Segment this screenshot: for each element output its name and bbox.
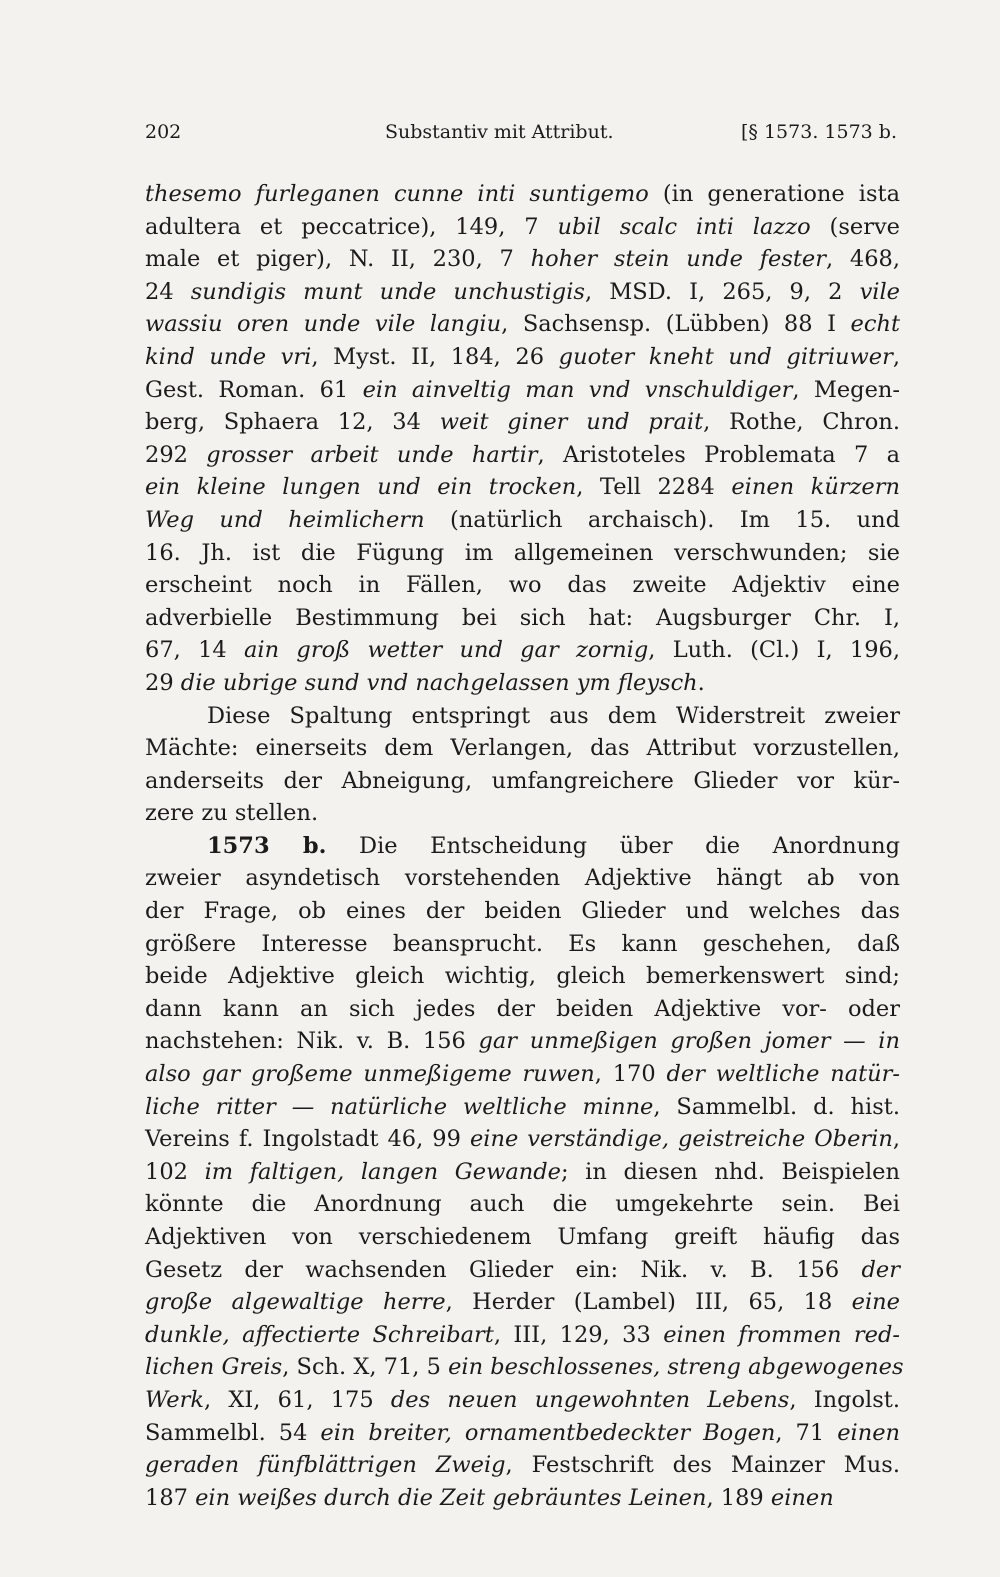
italic-quote: dunkle, affectierte Schreibart <box>145 1321 494 1348</box>
text-line <box>145 862 900 895</box>
italic-quote: eine <box>851 1289 900 1316</box>
text-line <box>145 1188 900 1221</box>
text-line <box>145 1417 900 1450</box>
text-line <box>145 1221 900 1254</box>
text-line <box>145 406 900 439</box>
text-line <box>145 1123 900 1156</box>
text-span: , Megen- <box>792 376 900 403</box>
text-span: , 468, <box>826 246 900 273</box>
text-span: 29 <box>145 669 181 696</box>
text-line <box>145 341 900 374</box>
text-line <box>145 1254 900 1287</box>
text-line <box>145 634 900 667</box>
text-span: ; in diesen nhd. Beispielen <box>560 1158 900 1185</box>
text-line <box>145 1091 900 1124</box>
italic-quote: ein weißes durch die Zeit gebräuntes Leinen <box>195 1484 707 1511</box>
text-span: , MSD. I, 265, 9, 2 <box>584 278 860 305</box>
text-line <box>145 1025 900 1058</box>
text-span: anderseits der Abneigung, umfangreichere Glieder vor kür- <box>145 767 900 794</box>
text-span: 187 <box>145 1484 196 1511</box>
text-line <box>145 830 900 863</box>
text-line <box>145 960 900 993</box>
text-span: adultera et peccatrice), 149, 7 <box>145 213 558 240</box>
text-span: , Sachsensp. (Lübben) 88 I <box>501 311 851 338</box>
text-span: Die Entscheidung über die Anordnung <box>326 832 900 859</box>
text-span: (in generatione ista <box>648 181 900 207</box>
text-span: , Herder (Lambel) III, 65, 18 <box>445 1289 852 1316</box>
text-line <box>145 569 900 602</box>
text-span: , <box>892 1126 900 1153</box>
italic-quote: ein breiter, ornamentbedeckter Bogen <box>320 1419 776 1446</box>
text-span: berg, Sphaera 12, 34 <box>145 409 440 436</box>
italic-quote: einen frommen red- <box>663 1321 900 1348</box>
text-line <box>145 602 900 635</box>
italic-quote: Weg und heimlichern <box>145 506 425 533</box>
italic-quote: ain groß wetter und gar zornig <box>244 637 649 664</box>
italic-quote: hoher stein unde fester <box>530 246 826 273</box>
italic-quote: große algewaltige herre <box>145 1289 446 1316</box>
section-reference: [§ 1573. 1573 b. <box>741 121 897 143</box>
text-span: . <box>697 669 705 696</box>
text-span: , Luth. (Cl.) I, 196, <box>648 637 901 664</box>
text-span: Mächte: einerseits dem Verlangen, das Attribut vorzustellen, <box>145 735 900 762</box>
text-span: beide Adjektive gleich wichtig, gleich bemerkenswert sind; <box>145 963 900 990</box>
page-header <box>145 116 897 148</box>
text-span: , 170 <box>594 1061 667 1088</box>
italic-quote: einen kürzern <box>731 474 900 501</box>
text-span: erscheint noch in Fällen, wo das zweite Adjektiv eine <box>145 572 900 599</box>
italic-quote: wassiu oren unde vile langiu <box>145 311 502 338</box>
italic-quote: vile <box>859 278 900 305</box>
italic-quote: die ubrige sund vnd nachgelassen ym fleysch <box>180 669 698 696</box>
text-span: Vereins f. Ingolstadt 46, 99 <box>145 1126 470 1153</box>
italic-quote: des neuen ungewohnten Lebens <box>390 1386 790 1413</box>
text-span: , III, 129, 33 <box>493 1321 664 1348</box>
text-line <box>145 211 900 244</box>
text-span: , <box>892 343 900 370</box>
text-span: 292 <box>145 441 207 468</box>
text-span: , XI, 61, 175 <box>204 1386 391 1413</box>
text-line <box>145 1058 900 1091</box>
text-span: , 189 <box>706 1484 771 1511</box>
text-line <box>145 504 900 537</box>
text-line <box>145 1351 904 1384</box>
text-span: adverbielle Bestimmung bei sich hat: Augsburger Chr. I, <box>145 604 900 631</box>
text-span: 67, 14 <box>145 637 245 664</box>
text-span: , Festschrift des Mainzer Mus. <box>505 1452 900 1479</box>
text-span: , Sammelbl. d. hist. <box>653 1093 900 1120</box>
text-span: 24 <box>145 278 191 305</box>
text-span: Adjektiven von verschiedenem Umfang greift häufig das <box>145 1224 900 1250</box>
text-line <box>145 732 900 765</box>
text-line <box>145 243 900 276</box>
section-number: 1573 b. <box>207 832 327 859</box>
italic-quote: der weltliche natür- <box>666 1061 901 1088</box>
text-line <box>145 1482 900 1515</box>
text-line <box>145 895 900 928</box>
italic-quote: der <box>861 1256 900 1283</box>
body-text <box>145 178 904 1514</box>
text-line <box>145 1319 900 1352</box>
text-line <box>145 1286 900 1319</box>
text-line <box>145 667 900 700</box>
text-span: , Tell 2284 <box>576 474 732 501</box>
running-title: Substantiv mit Attribut. <box>385 121 614 143</box>
text-line <box>145 1449 900 1482</box>
italic-quote: eine verständige, geistreiche Oberin <box>469 1126 893 1153</box>
text-line <box>145 374 900 407</box>
italic-quote: sundigis munt unde unchustigis <box>190 278 585 305</box>
text-span: , Ingolst. <box>789 1386 900 1413</box>
italic-quote: gar unmeßigen großen jomer — in <box>478 1028 900 1055</box>
text-span: , Myst. II, 184, 26 <box>311 343 559 370</box>
text-span: Gest. Roman. 61 <box>145 376 363 403</box>
text-line <box>145 178 900 211</box>
italic-quote: grosser arbeit unde hartir <box>206 441 538 468</box>
text-line <box>145 1156 900 1189</box>
italic-quote: weit giner und prait <box>439 409 704 436</box>
text-line <box>145 471 900 504</box>
italic-quote: einen <box>837 1419 901 1446</box>
text-span: zweier asyndetisch vorstehenden Adjektive hängt ab von <box>145 865 900 892</box>
text-span: , 71 <box>775 1419 838 1446</box>
text-line <box>145 308 900 341</box>
text-span: Gesetz der wachsenden Glieder ein: Nik. v. B. 156 <box>145 1256 862 1283</box>
text-line <box>145 439 900 472</box>
text-span: zere zu stellen. <box>145 800 319 827</box>
italic-quote: ein ainveltig man vnd vnschuldiger <box>362 376 793 403</box>
text-line <box>145 928 900 961</box>
text-span: Sammelbl. 54 <box>145 1419 321 1446</box>
text-span: , Rothe, Chron. <box>703 409 900 436</box>
text-line <box>145 797 900 830</box>
text-span: , Aristoteles Problemata 7 a <box>537 441 900 468</box>
text-span: könnte die Anordnung auch die umgekehrte sein. Bei <box>145 1191 900 1218</box>
text-span: Diese Spaltung entspringt aus dem Widerstreit zweier <box>207 702 900 729</box>
text-line <box>145 1384 900 1417</box>
italic-quote: guoter kneht und gitriuwer <box>558 343 893 370</box>
page-number: 202 <box>145 121 182 143</box>
italic-quote: ein kleine lungen und ein trocken <box>145 474 577 501</box>
italic-quote: Werk <box>145 1386 204 1413</box>
text-span: 16. Jh. ist die Fügung im allgemeinen verschwunden; sie <box>145 539 900 566</box>
text-span: der Frage, ob eines der beiden Glieder und welches das <box>145 898 900 925</box>
italic-quote: geraden fünfblättrigen Zweig <box>145 1452 506 1479</box>
text-line <box>145 700 900 733</box>
text-line <box>145 765 900 798</box>
italic-quote: einen <box>770 1484 834 1511</box>
text-line <box>145 993 900 1026</box>
text-line <box>145 276 900 309</box>
text-span: dann kann an sich jedes der beiden Adjektive vor- oder <box>145 995 900 1022</box>
italic-quote: lichen Greis <box>145 1354 283 1381</box>
italic-quote: kind unde vri <box>145 343 312 370</box>
italic-quote: liche ritter — natürliche weltliche minne <box>145 1093 654 1120</box>
italic-quote: also gar großeme unmeßigeme ruwen <box>145 1061 595 1088</box>
text-span: (natürlich archaisch). Im 15. und <box>424 506 900 533</box>
italic-quote: ein beschlossenes, streng abgewogenes <box>448 1354 904 1381</box>
text-span: nachstehen: Nik. v. B. 156 <box>145 1028 479 1055</box>
text-span: 102 <box>145 1158 205 1185</box>
text-span: größere Interesse beansprucht. Es kann geschehen, daß <box>145 930 900 957</box>
text-line <box>145 537 900 570</box>
italic-quote: thesemo furleganen cunne inti suntigemo <box>145 181 649 207</box>
italic-quote: im faltigen, langen Gewande <box>204 1158 561 1185</box>
text-span: , Sch. X, 71, 5 <box>282 1354 449 1381</box>
italic-quote: ubil scalc inti lazzo <box>557 213 811 240</box>
text-span: male et piger), N. II, 230, 7 <box>145 246 531 273</box>
text-span: (serve <box>810 213 900 240</box>
italic-quote: echt <box>850 311 900 338</box>
